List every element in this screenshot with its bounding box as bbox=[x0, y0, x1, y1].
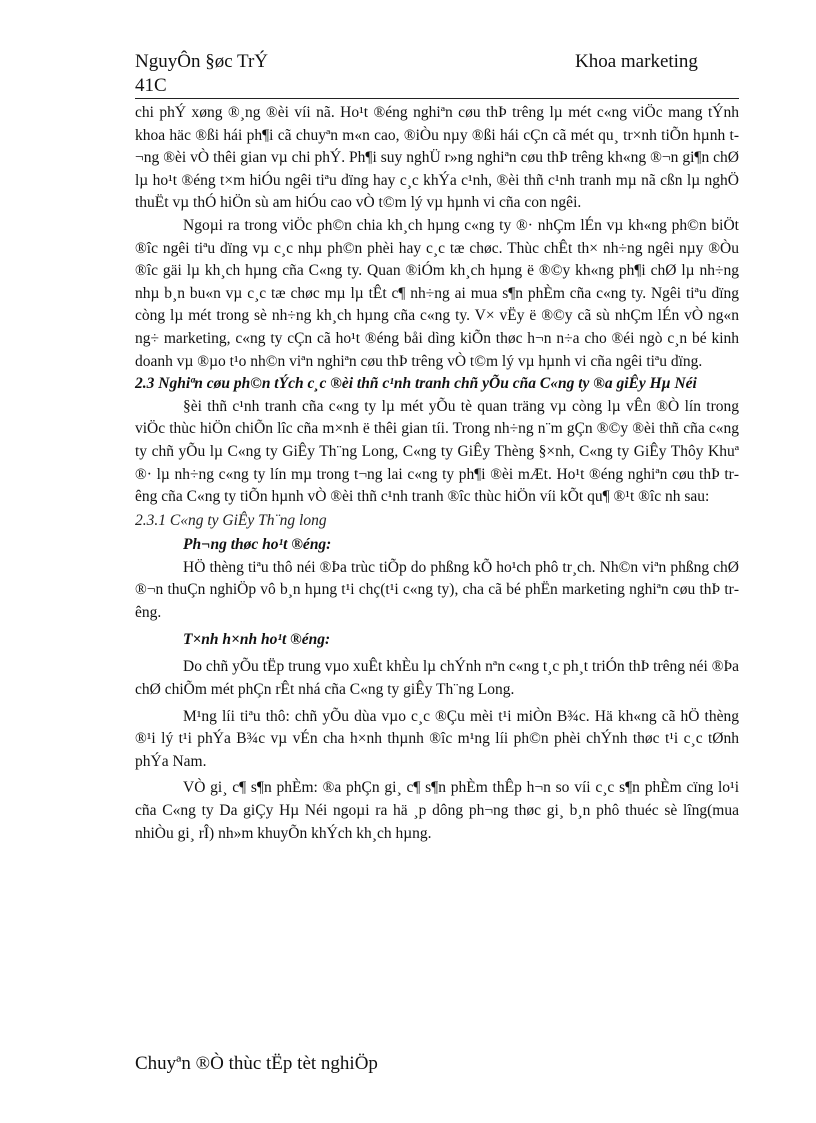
heading-operation-status: T×nh h×nh ho¹t ®éng: bbox=[183, 631, 331, 649]
faculty-name: Khoa marketing bbox=[575, 51, 698, 72]
heading-operation-method: Ph¬ng thøc ho¹t ®éng: bbox=[183, 535, 332, 553]
footer-title: Chuyªn ®Ò thùc tËp tèt nghiÖp bbox=[135, 1053, 378, 1074]
paragraph-1: chi phÝ xøng ®¸ng ®èi víi nã. Ho¹t ®éng nghiªn cøu thÞ trêng lµ mét c«ng viÖc mang tÝnh khoa häc ®ßi hái ph¶i cã chuyªn m«n cao, ®iÒu nµy ®ßi hái cÇn cã mét qu¸ tr×nh tiÕn hµnh t¬ng ®èi vÒ thêi gian vµ chi phÝ. Ph¶i suy nghÜ r»ng nghiªn cøu thÞ trêng kh«ng ®¬n gi¶n chØ lµ ho¹t ®éng t×m hiÓu ngêi tiªu dïng hay c¸c khÝa c¹nh, ®èi thñ c¹nh tranh mµ nã cßn lµ nghÖ thuËt vµ thÓ hiÖn sù am hiÓu cao vÒ t©m lý vµ hµnh vi cña con ngêi. bbox=[135, 104, 739, 212]
paragraph-2: Ngoµi ra trong viÖc ph©n chia kh¸ch hµng c«ng ty ®· nhÇm lÉn vµ kh«ng ph©n biÖt ®îc ngêi tiªu dïng vµ c¸c nhµ ph©n phèi hay c¸c tæ chøc. Thùc chÊt th× nh÷ng ngêi nµy ®Òu ®îc gäi lµ kh¸ch hµng cña C«ng ty. Quan ®iÓm kh¸ch hµng ë ®©y kh«ng ph¶i chØ lµ nh÷ng nhµ b¸n bu«n vµ c¸c tæ chøc mµ lµ tÊt c¶ nh÷ng ai mua s¶n phÈm cña c«ng ty. Ngêi tiªu dïng còng lµ mét trong sè nh÷ng kh¸ch hµng cña c«ng ty. V× vËy ë ®©y cã sù nhÇm lÉn vÒ ng«n ng÷ marketing, c«ng ty cÇn cã ho¹t ®éng båi dìng kiÕn thøc h¬n n÷a cho ®éi ngò c¸n bé kinh doanh vµ ®µo t¹o nh©n viªn nghiªn cøu thÞ trêng vÒ t©m lý vµ hµnh vi cña ngêi tiªu dïng. bbox=[135, 216, 739, 370]
paragraph-4: HÖ thèng tiªu thô néi ®Þa trùc tiÕp do phßng kÕ ho¹ch phô tr¸ch. Nh©n viªn phßng chØ ®¬n thuÇn nghiÖp vô b¸n hµng t¹i chç(t¹i c«ng ty), cha cã bé phËn marketing nghiªn cøu thÞ trêng. bbox=[135, 558, 739, 621]
paragraph-6: M¹ng líi tiªu thô: chñ yÕu dùa vµo c¸c ®Çu mèi t¹i miÒn B¾c. Hä kh«ng cã hÖ thèng ®¹i lý t¹i phÝa B¾c vµ vÉn cha h×nh thµnh ®îc m¹ng líi ph©n phèi chÝnh thøc t¹i c¸c tØnh phÝa Nam. bbox=[135, 707, 739, 770]
header-left bbox=[135, 50, 268, 98]
author-name: NguyÔn §øc TrÝ bbox=[135, 51, 269, 72]
paragraph-7: VÒ gi¸ c¶ s¶n phÈm: ®a phÇn gi¸ c¶ s¶n phÈm thÊp h¬n so víi c¸c s¶n phÈm cïng lo¹i cña C«ng ty Da giÇy Hµ Néi ngoµi ra hä ¸p dông ph¬ng thøc gi¸ b¸n phô thuéc sè lîng(mua nhiÒu gi¸ rÎ) nh»m khuyÕn khÝch kh¸ch hµng. bbox=[135, 779, 739, 842]
section-heading-2-3: 2.3 Nghiªn cøu ph©n tÝch c¸c ®èi thñ c¹nh tranh chñ yÕu cña C«ng ty ®a giÊy Hµ Néi bbox=[135, 375, 697, 393]
document-body bbox=[135, 102, 739, 845]
paragraph-5: Do chñ yÕu tËp trung vµo xuÊt khÈu lµ chÝnh nªn c«ng t¸c ph¸t triÓn thÞ trêng néi ®Þa chØ chiÕm mét phÇn rÊt nhá cña C«ng ty giÊy Th¨ng Long. bbox=[135, 658, 739, 699]
subsection-heading-2-3-1: 2.3.1 C«ng ty GiÊy Th¨ng long bbox=[135, 511, 327, 529]
class-code: 41C bbox=[135, 75, 167, 96]
paragraph-3: §èi thñ c¹nh tranh cña c«ng ty lµ mét yÕu tè quan träng vµ còng lµ vÊn ®Ò lín trong viÖc thùc hiÖn chiÕn lîc cña m×nh ë thêi gian tíi. Trong nh÷ng n¨m gÇn ®©y ®èi thñ cña c«ng ty chñ yÕu lµ C«ng ty GiÊy Th¨ng Long, C«ng ty GiÊy Thèng §×nh, C«ng ty GiÊy Thôy Khuª ®· lµ nh÷ng c«ng ty lín mµ trong t¬ng lai c«ng ty ph¶i ®èi mÆt. Ho¹t ®éng nghiªn cøu thÞ trêng cña C«ng ty tiÕn hµnh vÒ ®èi thñ c¹nh tranh ®îc thùc hiÖn víi kÕt qu¶ ®¹t ®îc nh sau: bbox=[135, 397, 739, 506]
header-divider bbox=[135, 98, 739, 99]
